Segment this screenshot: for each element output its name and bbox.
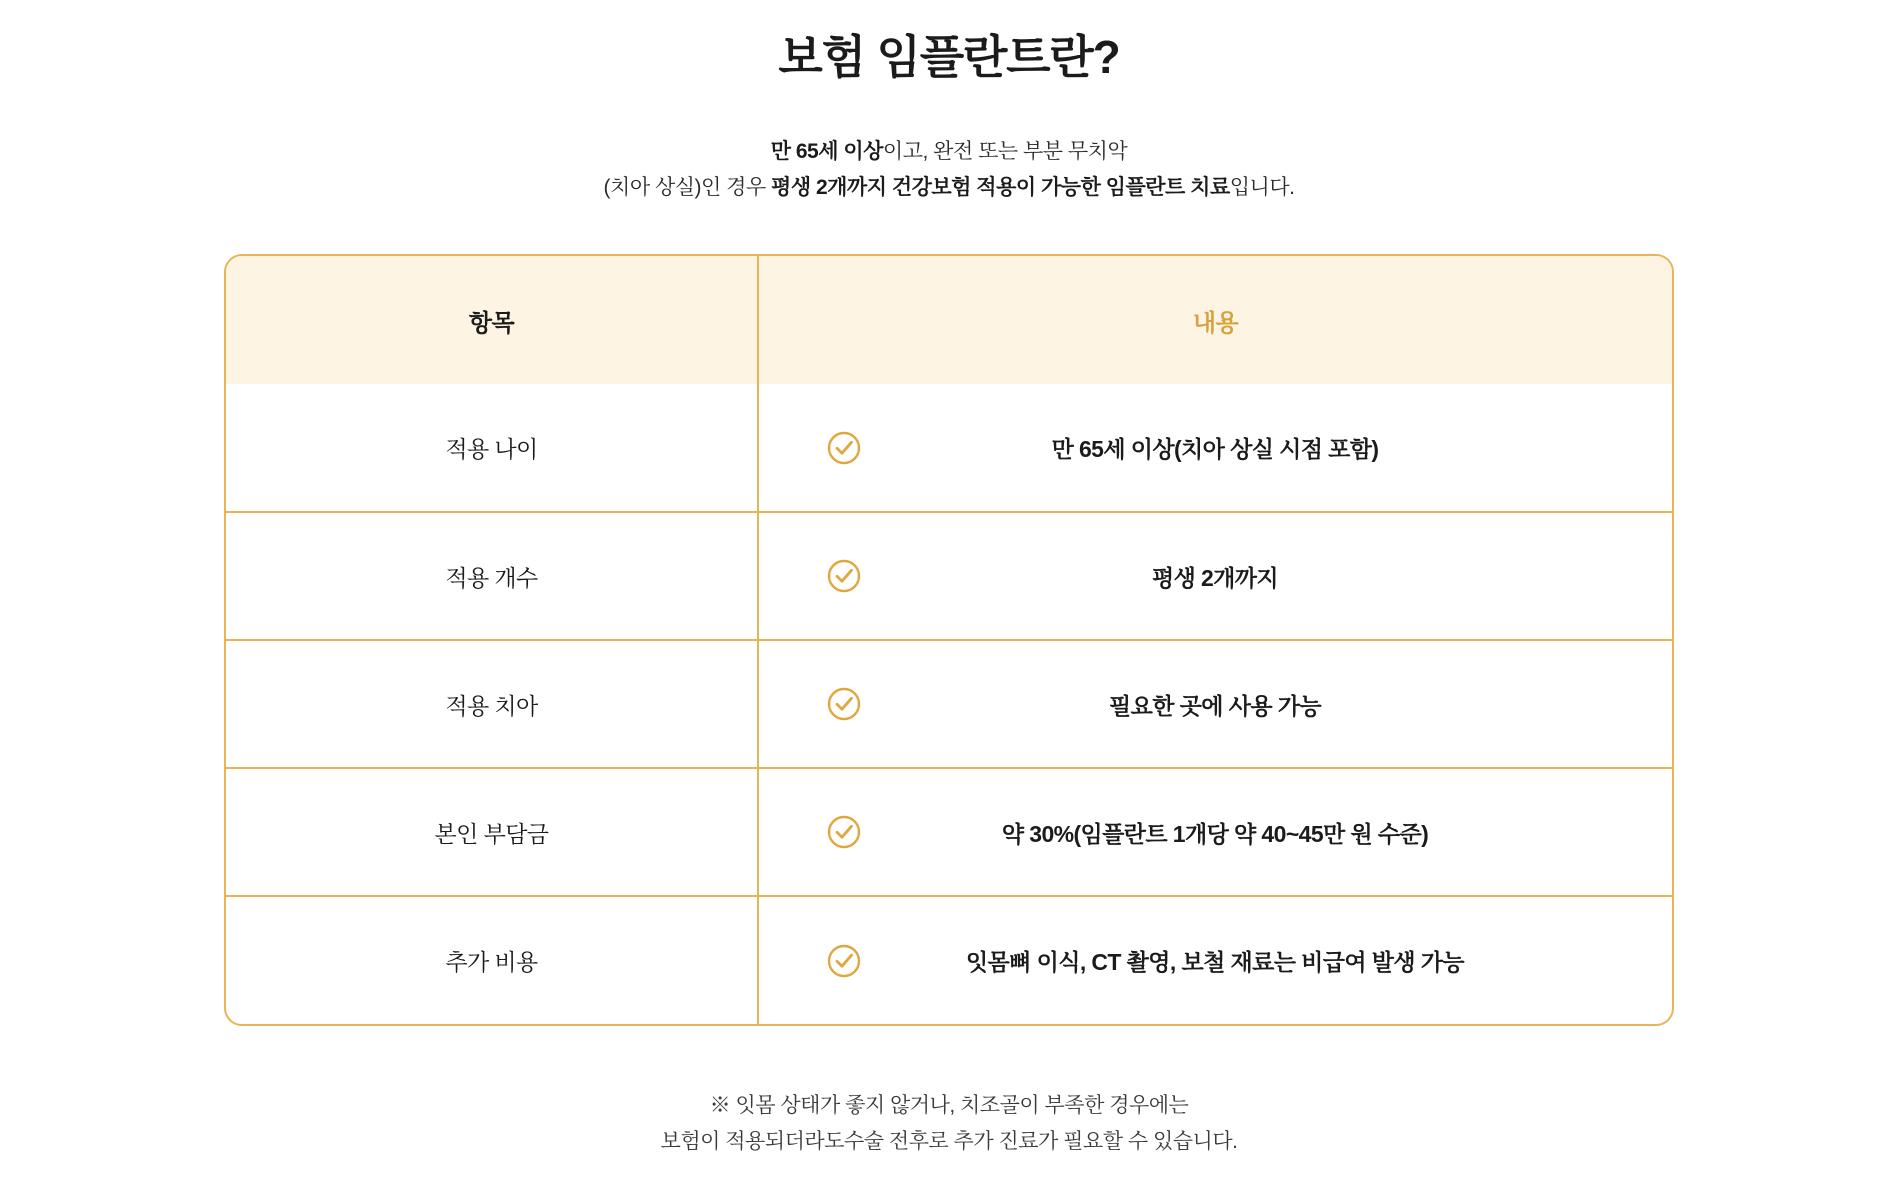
row-content-cell [758,384,1672,512]
row-item-label: 적용 나이 [226,384,758,512]
row-content-cell [758,512,1672,640]
row-content-cell [758,640,1672,768]
row-item-label: 추가 비용 [226,896,758,1024]
table-row [226,512,1672,640]
subtitle-line-2 [0,170,1898,206]
check-circle-icon [827,687,861,721]
subtitle-line-1-bold: 만 65세 이상 [770,139,883,163]
footnote-line-2: 보험이 적용되더라도수술 전후로 추가 진료가 필요할 수 있습니다. [660,1130,1238,1154]
subtitle-line-2-bold: 평생 2개까지 건강보험 적용이 가능한 임플란트 치료 [771,175,1230,199]
table-row [226,640,1672,768]
check-circle-icon [827,815,861,849]
subtitle-line-1-rest: 이고, 완전 또는 부분 무치악 [882,139,1128,163]
page-title: 보험 임플란트란? [778,31,1120,83]
footnote-line-1: ※ 잇몸 상태가 좋지 않거나, 치조골이 부족한 경우에는 [709,1094,1189,1118]
row-content-text: 만 65세 이상(치아 상실 시점 포함) [1051,436,1379,463]
subtitle-line-2-pre: (치아 상실)인 경우 [603,175,772,199]
page-subtitle [0,134,1898,206]
insurance-implant-table [224,254,1674,1026]
check-circle-icon [827,559,861,593]
row-content-text: 필요한 곳에 사용 가능 [1109,692,1321,719]
table-head [226,256,1672,384]
check-circle-icon [827,944,861,978]
table-row [226,896,1672,1024]
subtitle-line-1 [0,134,1898,170]
table [226,256,1672,1024]
row-item-label: 적용 개수 [226,512,758,640]
footnote [0,1088,1898,1200]
row-item-label: 적용 치아 [226,640,758,768]
table-row [226,768,1672,896]
row-item-label: 본인 부담금 [226,768,758,896]
table-body [226,384,1672,1024]
check-circle-icon [827,431,861,465]
table-row [226,384,1672,512]
column-header-item: 항목 [226,256,758,384]
row-content-cell [758,768,1672,896]
row-content-text: 평생 2개까지 [1151,564,1279,591]
row-content-cell [758,896,1672,1024]
row-content-text: 잇몸뼈 이식, CT 촬영, 보철 재료는 비급여 발생 가능 [965,949,1465,976]
table-header-row [226,256,1672,384]
row-content-text: 약 30%(임플란트 1개당 약 40~45만 원 수준) [1001,820,1429,847]
subtitle-line-2-post: 입니다. [1229,175,1295,199]
column-header-content: 내용 [758,256,1672,384]
